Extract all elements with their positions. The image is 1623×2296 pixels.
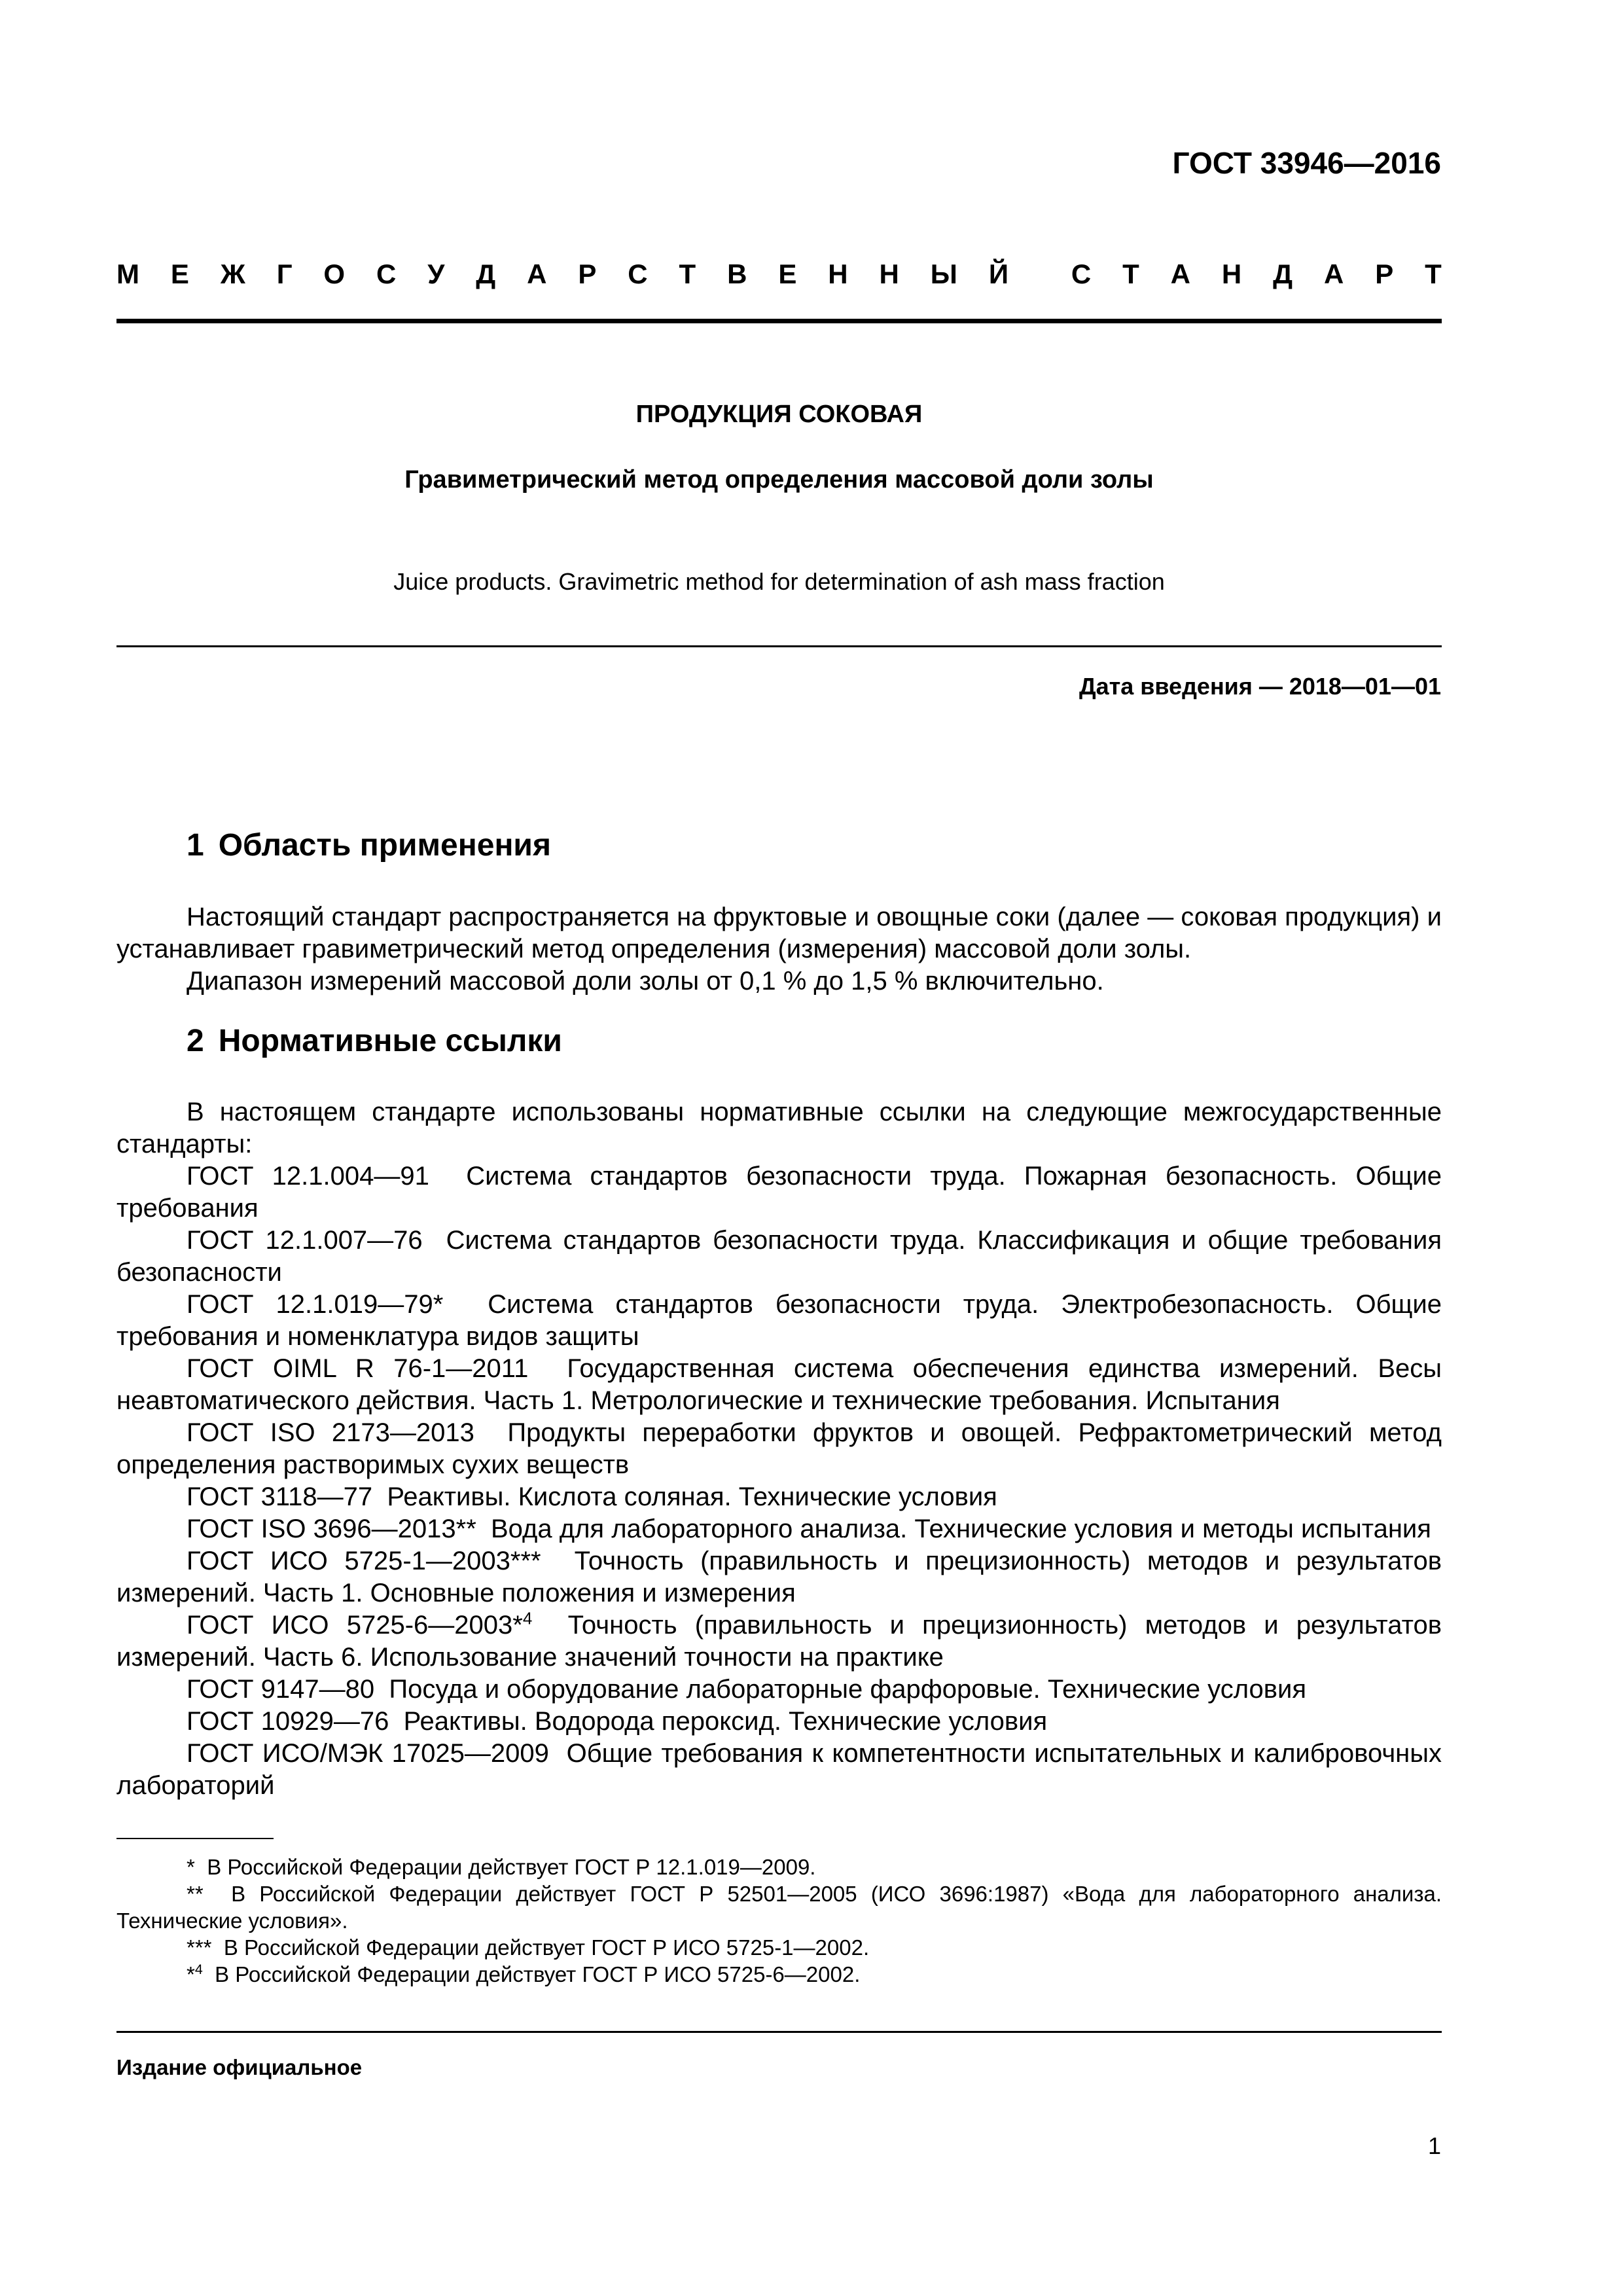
section-2-number: 2 <box>187 1024 204 1058</box>
paragraph: В настоящем стандарте использованы нормативные ссылки на следующие межгосударственные стандарты: <box>116 1098 1442 1158</box>
footnote-text: В Российской Федерации действует ГОСТ Р 52501—2005 (ИСО 3696:1987) «Вода для лабораторного анализа. Технические условия». <box>116 1882 1442 1933</box>
banner-letter: А <box>1170 259 1190 289</box>
reference-item <box>116 1481 1442 1513</box>
banner-letter: А <box>527 259 547 289</box>
introduction-date: Дата введения — 2018—01—01 <box>1079 673 1441 700</box>
footnote-mark: ** <box>187 1882 204 1906</box>
reference-title: Система стандартов безопасности труда. Классификация и общие требования безопасности <box>116 1226 1442 1287</box>
section-1-number: 1 <box>187 828 204 863</box>
banner-letter: Т <box>679 259 696 289</box>
banner-letter: Ж <box>220 259 245 289</box>
banner-letter: Т <box>1122 259 1139 289</box>
footnote-item <box>116 1854 1442 1880</box>
banner-letter: С <box>376 259 397 289</box>
footnote-item <box>116 1961 1442 1988</box>
reference-code: ГОСТ 12.1.019—79* <box>187 1290 444 1319</box>
reference-title: Вода для лабораторного анализа. Технические условия и методы испытания <box>491 1515 1431 1543</box>
page-number: 1 <box>1427 2132 1441 2159</box>
banner-letter: Ы <box>930 259 957 289</box>
reference-code: ГОСТ 12.1.007—76 <box>187 1226 423 1255</box>
footnote-mark: * <box>187 1855 195 1879</box>
footnote-item <box>116 1880 1442 1934</box>
reference-item <box>116 1289 1442 1353</box>
footnote-divider <box>116 1838 274 1839</box>
section-1-heading <box>187 827 551 863</box>
footnote-mark: *** <box>187 1935 212 1960</box>
reference-title: Посуда и оборудование лабораторные фарфоровые. Технические условия <box>389 1675 1307 1704</box>
footnote-item <box>116 1934 1442 1961</box>
reference-item <box>116 1353 1442 1417</box>
reference-item <box>116 1738 1442 1802</box>
banner-letter: М <box>116 259 139 289</box>
reference-title: Точность (правильность и прецизионность) методов и результатов измерений. Часть 1. Основные положения и измерения <box>116 1547 1442 1607</box>
banner-letter: У <box>427 259 445 289</box>
reference-code: ГОСТ ИСО/МЭК 17025—2009 <box>187 1739 549 1768</box>
reference-item <box>116 1674 1442 1706</box>
footnote-text: В Российской Федерации действует ГОСТ Р 12.1.019—2009. <box>207 1855 816 1879</box>
banner-letter: С <box>1071 259 1092 289</box>
reference-title: Государственная система обеспечения единства измерений. Весы неавтоматического действия. Часть 1. Метрологические и технические требования. Испытания <box>116 1354 1442 1415</box>
reference-code: ГОСТ ISO 2173—2013 <box>187 1418 474 1447</box>
footnote-text: В Российской Федерации действует ГОСТ Р ИСО 5725-6—2002. <box>215 1962 861 1986</box>
paragraph: Диапазон измерений массовой доли золы от 0,1 % до 1,5 % включительно. <box>187 967 1104 996</box>
footnote-mark: * <box>187 1962 195 1986</box>
document-subtitle: Гравиметрический метод определения массовой доли золы <box>404 466 1154 493</box>
banner-letter: Д <box>1273 259 1293 289</box>
standard-type-banner <box>116 259 1442 290</box>
header-divider <box>116 319 1442 323</box>
banner-letter: О <box>323 259 346 289</box>
reference-code: ГОСТ ИСО 5725-6—2003* <box>187 1611 523 1640</box>
banner-letter: Н <box>1221 259 1242 289</box>
banner-letter: А <box>1323 259 1344 289</box>
reference-item <box>116 1609 1442 1674</box>
banner-letter: Н <box>828 259 848 289</box>
reference-code: ГОСТ ИСО 5725-1—2003*** <box>187 1547 541 1575</box>
reference-code: ГОСТ 12.1.004—91 <box>187 1162 429 1191</box>
reference-title: Общие требования к компетентности испытательных и калибровочных лабораторий <box>116 1739 1442 1800</box>
banner-letter: Е <box>778 259 797 289</box>
reference-title: Продукты переработки фруктов и овощей. Рефрактометрический метод определения растворимых сухих веществ <box>116 1418 1442 1479</box>
reference-item <box>116 1160 1442 1225</box>
banner-letter: Н <box>879 259 899 289</box>
reference-item <box>116 1417 1442 1481</box>
reference-item <box>116 1706 1442 1738</box>
reference-code: ГОСТ 3118—77 <box>187 1482 373 1511</box>
reference-title: Реактивы. Водорода пероксид. Технические условия <box>403 1707 1048 1736</box>
section-1-title: Область применения <box>218 828 551 863</box>
reference-title: Точность (правильность и прецизионность) методов и результатов измерений. Часть 6. Использование значений точности на практике <box>116 1611 1442 1672</box>
banner-letter: Й <box>988 259 1008 289</box>
banner-letter: Т <box>1425 259 1442 289</box>
banner-letter: Р <box>578 259 597 289</box>
footnotes <box>116 1854 1442 1988</box>
footnote-marker: 4 <box>522 1608 533 1628</box>
document-number: ГОСТ 33946—2016 <box>1172 146 1441 180</box>
edition-label: Издание официальное <box>116 2055 363 2079</box>
reference-title: Система стандартов безопасности труда. Пожарная безопасность. Общие требования <box>116 1162 1442 1223</box>
banner-letter: Г <box>276 259 293 289</box>
banner-letter: Е <box>170 259 189 289</box>
reference-item <box>116 1545 1442 1609</box>
banner-letter: Д <box>476 259 496 289</box>
banner-letter: С <box>628 259 648 289</box>
section-1-body <box>116 901 1442 997</box>
footnote-mark-superscript: 4 <box>194 1962 203 1977</box>
title-divider <box>116 645 1442 647</box>
normative-references-list <box>116 1160 1442 1802</box>
footer-divider <box>116 2031 1442 2033</box>
banner-letter: В <box>727 259 747 289</box>
reference-title: Система стандартов безопасности труда. Электробезопасность. Общие требования и номенклатура видов защиты <box>116 1290 1442 1351</box>
reference-code: ГОСТ 9147—80 <box>187 1675 375 1704</box>
banner-letter: Р <box>1375 259 1394 289</box>
reference-code: ГОСТ OIML R 76-1—2011 <box>187 1354 529 1383</box>
reference-title: Реактивы. Кислота соляная. Технические условия <box>387 1482 997 1511</box>
footnote-text: В Российской Федерации действует ГОСТ Р ИСО 5725-1—2002. <box>223 1935 870 1960</box>
section-2-title: Нормативные ссылки <box>218 1024 562 1058</box>
reference-item <box>116 1225 1442 1289</box>
reference-code: ГОСТ ISO 3696—2013** <box>187 1515 476 1543</box>
document-title-english: Juice products. Gravimetric method for determination of ash mass fraction <box>393 568 1165 595</box>
section-2-heading <box>187 1023 562 1059</box>
paragraph: Настоящий стандарт распространяется на фруктовые и овощные соки (далее — соковая продукция) и устанавливает гравиметрический метод определения (измерения) массовой доли золы. <box>116 903 1442 963</box>
section-2-body <box>116 1096 1442 1802</box>
reference-code: ГОСТ 10929—76 <box>187 1707 389 1736</box>
document-title: ПРОДУКЦИЯ СОКОВАЯ <box>635 401 923 428</box>
reference-item <box>116 1513 1442 1545</box>
